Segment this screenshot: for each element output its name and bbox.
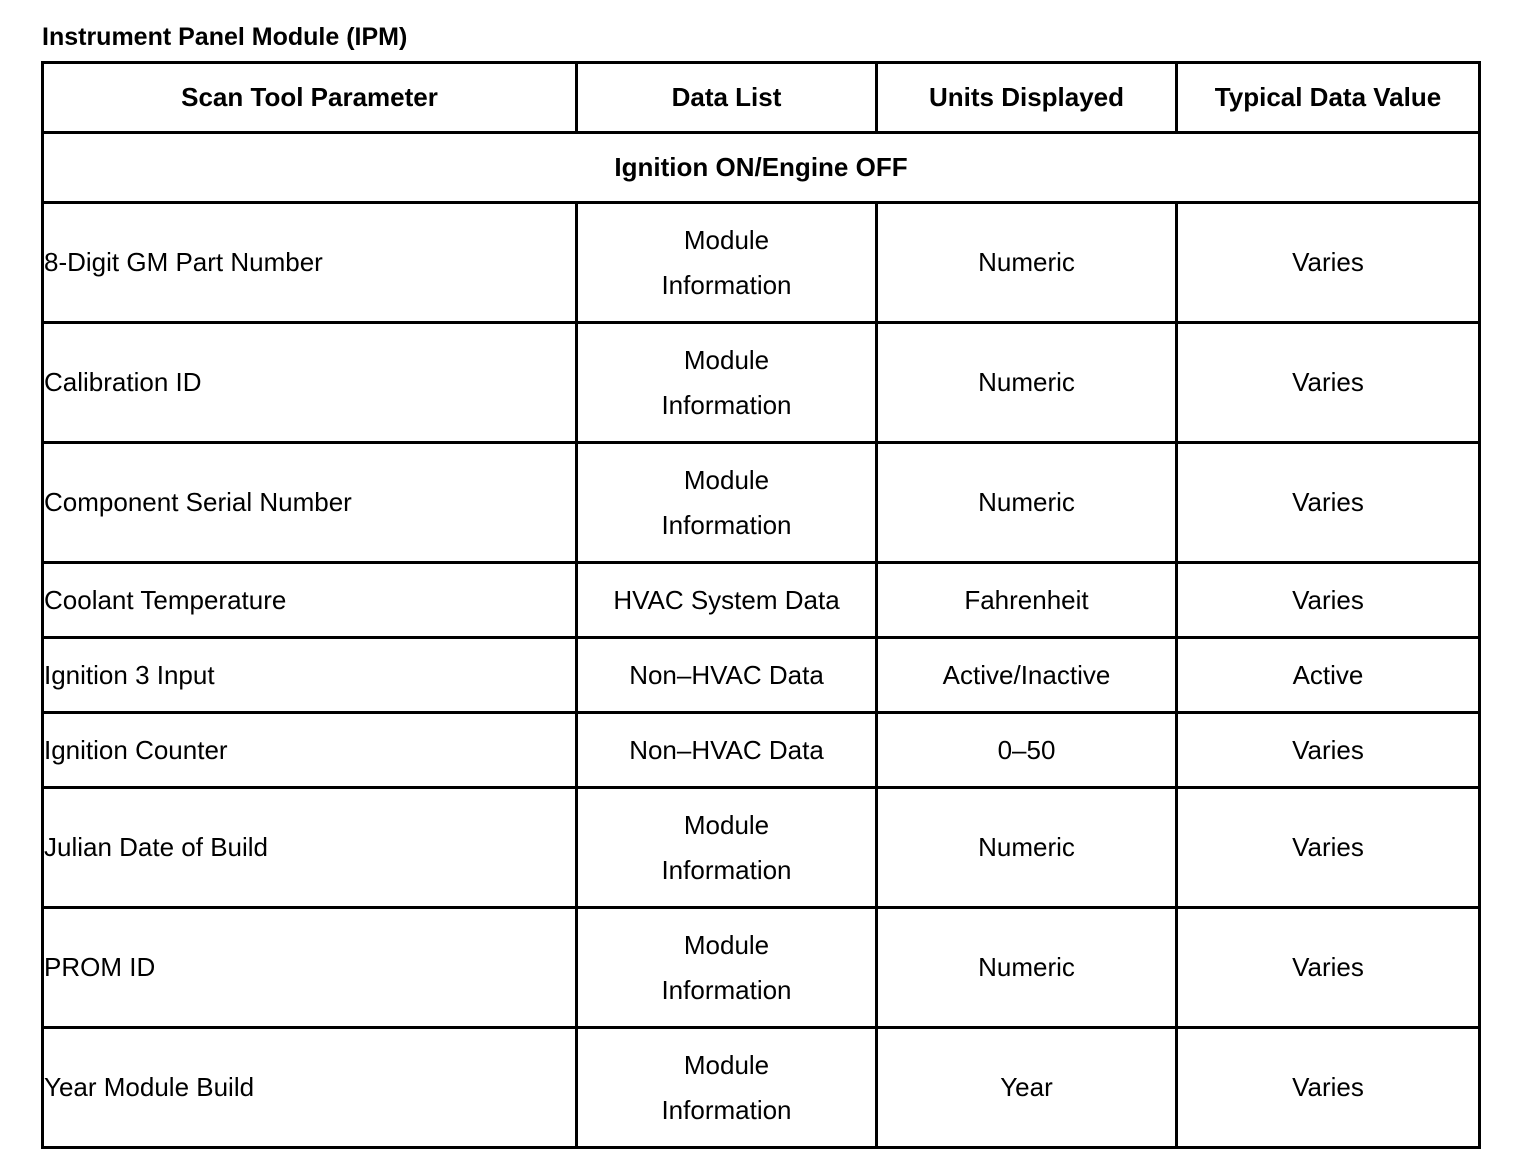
cell-units: Numeric <box>877 788 1177 908</box>
table-row <box>43 638 1480 713</box>
section-row <box>43 133 1480 203</box>
cell-typical-value: Varies <box>1177 203 1480 323</box>
cell-data-list <box>577 323 877 443</box>
cell-units: Active/Inactive <box>877 638 1177 713</box>
cell-units: Numeric <box>877 323 1177 443</box>
cell-parameter: 8-Digit GM Part Number <box>43 203 577 323</box>
cell-parameter: Calibration ID <box>43 323 577 443</box>
cell-data-list-text: Module Information <box>661 464 792 540</box>
cell-units: Numeric <box>877 203 1177 323</box>
cell-units: Year <box>877 1028 1177 1148</box>
cell-data-list <box>577 908 877 1028</box>
cell-parameter: Coolant Temperature <box>43 563 577 638</box>
cell-typical-value: Varies <box>1177 908 1480 1028</box>
header-row <box>43 63 1480 133</box>
cell-data-list <box>577 443 877 563</box>
cell-parameter: Year Module Build <box>43 1028 577 1148</box>
cell-parameter: Ignition 3 Input <box>43 638 577 713</box>
cell-typical-value: Varies <box>1177 563 1480 638</box>
cell-data-list-text: Non–HVAC Data <box>629 734 824 765</box>
column-header-parameter: Scan Tool Parameter <box>43 63 577 133</box>
section-label: Ignition ON/Engine OFF <box>43 133 1480 203</box>
column-header-units: Units Displayed <box>877 63 1177 133</box>
cell-data-list <box>577 1028 877 1148</box>
cell-data-list <box>577 788 877 908</box>
cell-parameter: Julian Date of Build <box>43 788 577 908</box>
cell-data-list <box>577 203 877 323</box>
cell-data-list-text: Module Information <box>661 809 792 885</box>
table-row <box>43 908 1480 1028</box>
cell-units: Fahrenheit <box>877 563 1177 638</box>
scan-tool-data-table <box>41 61 1481 1149</box>
table-row <box>43 713 1480 788</box>
page-title: Instrument Panel Module (IPM) <box>42 23 408 51</box>
table-row <box>43 788 1480 908</box>
cell-typical-value: Active <box>1177 638 1480 713</box>
cell-typical-value: Varies <box>1177 443 1480 563</box>
cell-data-list-text: Non–HVAC Data <box>629 659 824 690</box>
column-header-data-list: Data List <box>577 63 877 133</box>
cell-parameter: PROM ID <box>43 908 577 1028</box>
cell-data-list-text: Module Information <box>661 1049 792 1125</box>
table-row <box>43 1028 1480 1148</box>
cell-data-list <box>577 563 877 638</box>
table-row <box>43 563 1480 638</box>
cell-units: Numeric <box>877 443 1177 563</box>
cell-units: Numeric <box>877 908 1177 1028</box>
cell-data-list-text: HVAC System Data <box>613 584 840 615</box>
cell-parameter: Component Serial Number <box>43 443 577 563</box>
cell-typical-value: Varies <box>1177 713 1480 788</box>
cell-units: 0–50 <box>877 713 1177 788</box>
cell-data-list <box>577 638 877 713</box>
table-row <box>43 443 1480 563</box>
table-row <box>43 203 1480 323</box>
cell-data-list-text: Module Information <box>661 929 792 1005</box>
cell-typical-value: Varies <box>1177 1028 1480 1148</box>
cell-data-list-text: Module Information <box>661 344 792 420</box>
cell-data-list <box>577 713 877 788</box>
cell-typical-value: Varies <box>1177 323 1480 443</box>
cell-data-list-text: Module Information <box>661 224 792 300</box>
table-row <box>43 323 1480 443</box>
cell-parameter: Ignition Counter <box>43 713 577 788</box>
column-header-typical-value: Typical Data Value <box>1177 63 1480 133</box>
cell-typical-value: Varies <box>1177 788 1480 908</box>
